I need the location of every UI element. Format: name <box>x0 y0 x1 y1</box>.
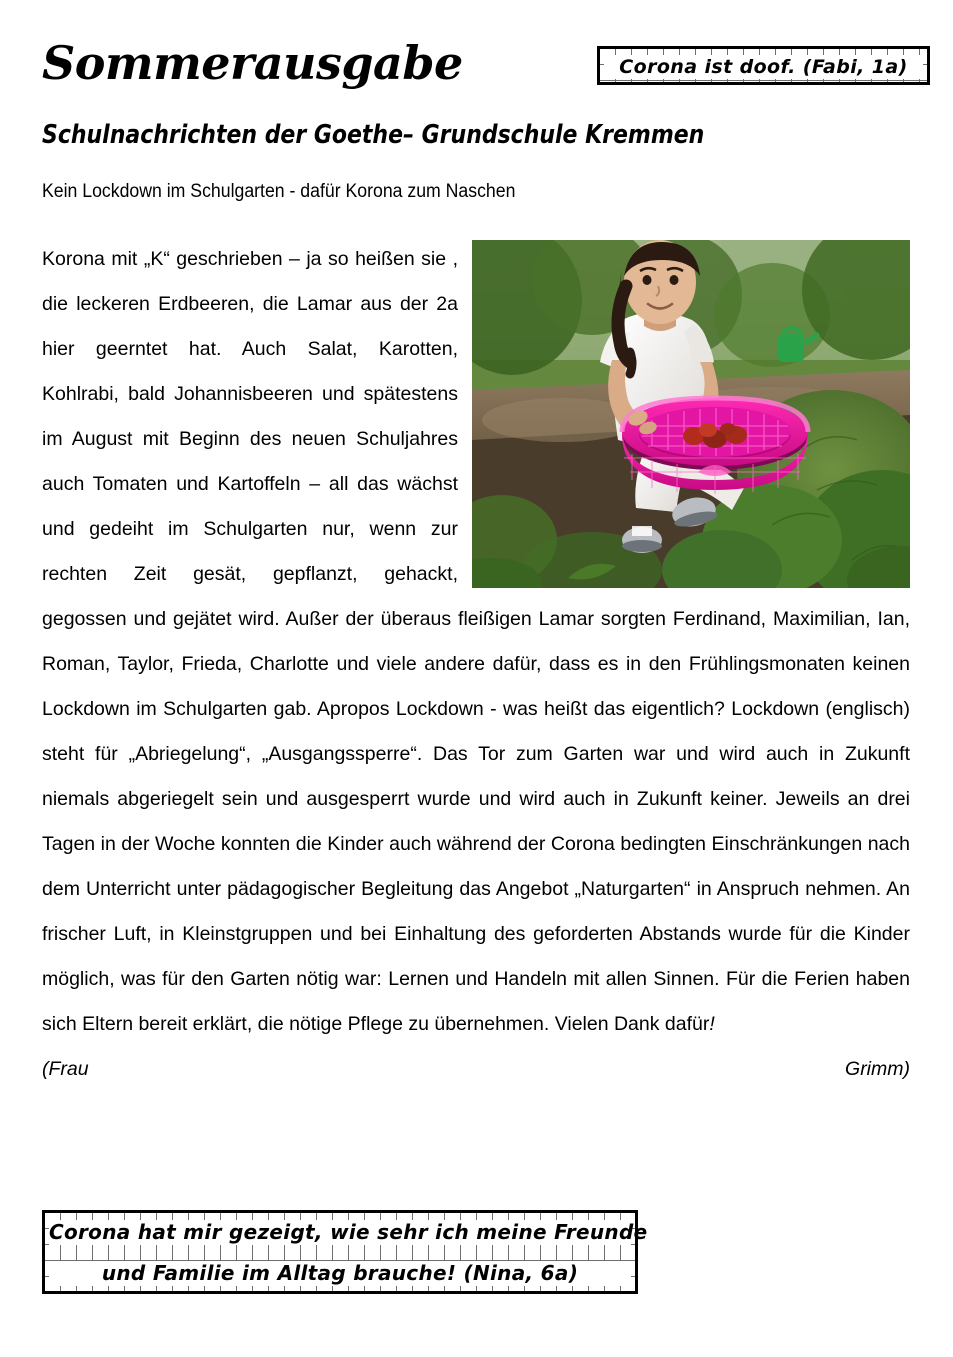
quote-bottom-line-1: Corona hat mir gezeigt, wie sehr ich meine Freunde <box>49 1220 648 1244</box>
quote-bottom-line-2: und Familie im Alltag brauche! (Nina, 6a) <box>49 1261 631 1286</box>
quote-box-top <box>597 46 930 85</box>
article-text: Korona mit „K“ geschrieben – ja so heißen sie , die leckeren Erdbeeren, die Lamar aus der 2a hier geerntet hat. Auch Salat, Karotten, Kohlrabi, bald Johannisbeeren und spätestens im August mit Beginn des neuen Schuljahres auch Tomaten und Kartoffeln – all das wächst und gedeiht im Schulgarten nur, wenn zur rechten Zeit gesät, gepflanzt, gehackt, gegossen und gejätet wird. Außer der überaus fleißigen Lamar sorgten Ferdinand, Maximilian, Ian, Roman, Taylor, Frieda, Charlotte und viele andere dafür, dass es in den Frühlingsmonaten keinen Lockdown im Schulgarten gab. Apropos Lockdown - was heißt das eigentlich? Lockdown (englisch) steht für „Abriegelung“, „Ausgangssperre“. Das Tor zum Garten war und wird auch in Zukunft niemals abgeriegelt sein und ausgesperrt wurde und wird auch in Zukunft keiner. Jeweils an drei Tagen in der Woche konnten die Kinder auch während der Corona bedingten Einschränkungen nach dem Unterricht unter pädagogischer Begleitung das Angebot „Naturgarten“ in Anspruch nehmen. An frischer Luft, in Kleinstgruppen und bei Einhaltung des geforderten Abstands wurde für die Kinder möglich, was für den Garten nötig war: Lernen und Handeln mit allen Sinnen. Für die Ferien haben sich Eltern bereit erklärt, die nötige Pflege zu übernehmen. Vielen Dank dafür <box>42 248 910 1035</box>
page-title: Sommerausgabe <box>42 36 463 90</box>
article-signature: (Frau Grimm) <box>42 1058 910 1080</box>
article-body <box>42 237 910 1092</box>
garden-photo-artwork <box>472 240 910 588</box>
quote-box-bottom <box>42 1210 648 1294</box>
standfirst: Kein Lockdown im Schulgarten - dafür Korona zum Naschen <box>42 181 516 202</box>
article-exclamation: ! <box>709 1013 715 1035</box>
subtitle: Schulnachrichten der Goethe– Grundschule Kremmen <box>42 120 705 150</box>
masthead <box>42 34 582 94</box>
article-signature-line <box>42 1047 910 1092</box>
garden-photo <box>472 240 910 588</box>
quote-top-text: Corona ist doof. (Fabi, 1a) <box>604 55 923 79</box>
